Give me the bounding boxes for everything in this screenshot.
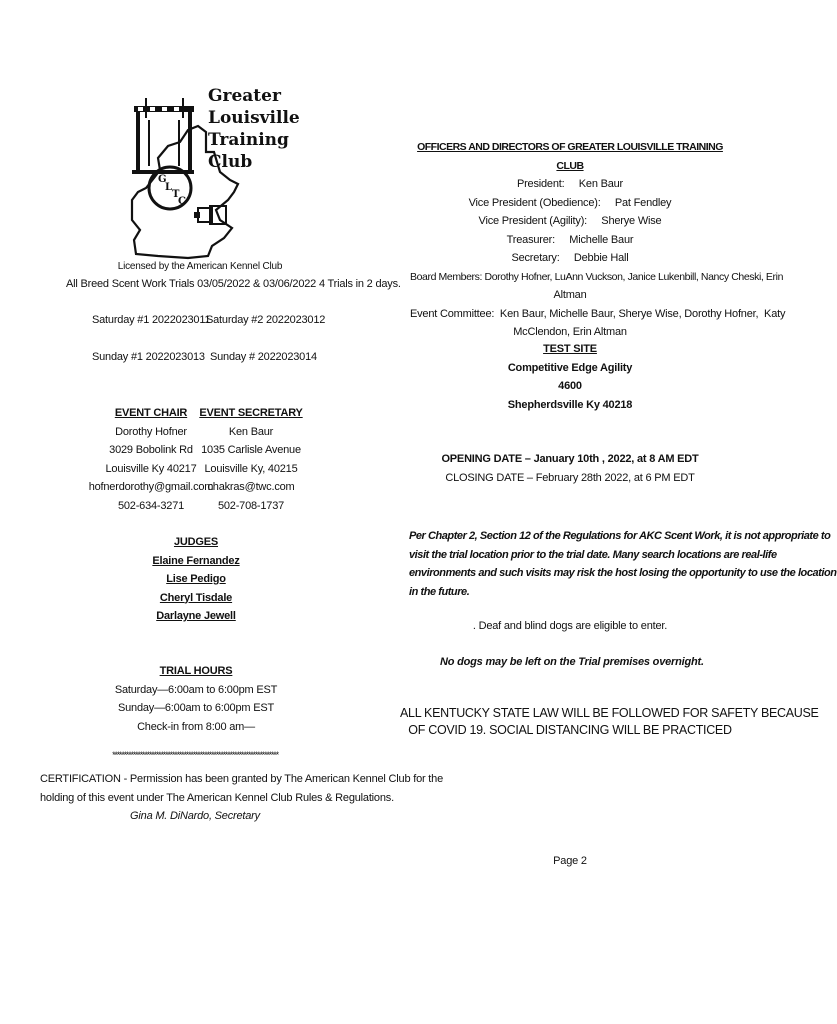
trial-sunday-1: Sunday #1 2022023013 [92, 351, 205, 363]
officers-block [410, 138, 786, 342]
event-chair-name: Dorothy Hofner [115, 425, 187, 438]
event-secretary-name: Ken Baur [228, 425, 274, 438]
event-secretary-phone: 502-708-1737 [217, 499, 285, 512]
certification-line-1: CERTIFICATION - Permission has been granted by The American Kennel Club for the [40, 773, 444, 785]
event-committee-line-1: Event Committee: Ken Baur, Michelle Baur, Sherye Wise, Dorothy Hofner, Katy [410, 307, 786, 320]
trial-hours-title: TRIAL HOURS [159, 665, 233, 677]
event-chair-title: EVENT CHAIR [114, 407, 188, 419]
kentucky-law-line-1: ALL KENTUCKY STATE LAW WILL BE FOLLOWED FOR SAFETY BECAUSE [400, 706, 819, 720]
seal-letter-t: T [172, 189, 180, 200]
judge-name: Elaine Fernandez [152, 554, 240, 567]
chapter-notice [409, 527, 837, 601]
judges-title: JUDGES [173, 536, 219, 548]
test-site-title: TEST SITE [543, 343, 597, 355]
officer-president: President: Ken Baur [516, 178, 624, 190]
trial-hours-checkin: Check-in from 8:00 am— [137, 720, 255, 733]
event-secretary-title: EVENT SECRETARY [199, 407, 303, 419]
chapter-notice-line: environments and such visits may risk the host losing the opportunity to use the location [409, 567, 837, 579]
event-secretary-email: chakras@twc.com [207, 481, 295, 493]
officers-title: OFFICERS AND DIRECTORS OF GREATER LOUISVILLE TRAINING CLUB [417, 141, 723, 172]
event-secretary-block [196, 404, 306, 515]
seal-letter-l: L [165, 182, 173, 193]
star-divider: ************************************************************************ [112, 750, 278, 760]
test-site-block [490, 340, 650, 414]
logo-line-club: Club [208, 152, 253, 172]
event-chair-email: hofnerdorothy@gmail.com [88, 481, 214, 493]
kentucky-law-line-2: OF COVID 19. SOCIAL DISTANCING WILL BE PRACTICED [408, 723, 732, 737]
event-secretary-address: 1035 Carlisle Avenue [201, 444, 301, 456]
event-committee-line-2: McClendon, Erin Altman [513, 326, 627, 338]
board-members-line-2: Altman [553, 289, 587, 301]
page-number: Page 2 [553, 855, 587, 867]
trial-hours-saturday: Saturday—6:00am to 6:00pm EST [114, 683, 278, 696]
test-site-name: Competitive Edge Agility [507, 361, 633, 374]
logo-line-greater: Greater [208, 86, 281, 106]
certification-signature: Gina M. DiNardo, Secretary [130, 810, 260, 822]
event-secretary-city: Louisville Ky, 40215 [204, 462, 298, 475]
officer-vp-agility: Vice President (Agility): Sherye Wise [478, 215, 662, 227]
club-logo [128, 80, 300, 260]
trial-hours-sunday: Sunday—6:00am to 6:00pm EST [117, 702, 275, 714]
officer-secretary: Secretary: Debbie Hall [511, 252, 629, 264]
certification-block [40, 770, 444, 826]
deaf-blind-note: . Deaf and blind dogs are eligible to enter. [472, 620, 668, 632]
board-members-line-1: Board Members: Dorothy Hofner, LuAnn Vuckson, Janice Lukenbill, Nancy Cheski, Erin [410, 270, 784, 283]
judge-name: Darlayne Jewell [156, 610, 236, 622]
event-chair-address: 3029 Bobolink Rd [109, 444, 193, 456]
chapter-notice-line: visit the trial location prior to the trial date. Many search locations are real-life [409, 548, 777, 561]
licensed-text: Licensed by the American Kennel Club [117, 261, 283, 272]
closing-date: CLOSING DATE – February 28th 2022, at 6 PM EDT [445, 472, 695, 484]
test-site-city: Shepherdsville Ky 40218 [507, 398, 633, 411]
seal-letter-c: C [178, 196, 186, 207]
opening-date: OPENING DATE – January 10th , 2022, at 8 AM EDT [441, 453, 699, 465]
event-chair-phone: 502-634-3271 [117, 499, 185, 512]
trials-title: All Breed Scent Work Trials 03/05/2022 & 03/06/2022 4 Trials in 2 days. [66, 278, 401, 290]
officer-vp-obedience: Vice President (Obedience): Pat Fendley [468, 196, 672, 209]
officer-treasurer: Treasurer: Michelle Baur [506, 233, 634, 246]
judges-block [126, 533, 266, 626]
logo-line-training: Training [208, 130, 289, 150]
seal-letter-g: G [158, 174, 167, 185]
chapter-notice-line: Per Chapter 2, Section 12 of the Regulations for AKC Scent Work, it is not appropriate to [409, 530, 831, 542]
kentucky-law-notice [400, 705, 819, 739]
trial-saturday-1: Saturday #1 2022023011 [92, 314, 211, 326]
test-site-number: 4600 [558, 380, 582, 392]
judge-name: Cheryl Tisdale [159, 591, 233, 604]
no-dogs-overnight-note: No dogs may be left on the Trial premises overnight. [440, 656, 704, 668]
chapter-notice-line: in the future. [409, 585, 470, 598]
trial-saturday-2: Saturday #2 2022023012 [206, 314, 326, 326]
certification-line-2: holding of this event under The American Kennel Club Rules & Regulations. [40, 791, 394, 804]
logo-line-louisville: Louisville [208, 108, 300, 128]
judge-name: Lise Pedigo [166, 573, 226, 585]
trial-hours-block [106, 662, 286, 736]
event-chair-city: Louisville Ky 40217 [105, 462, 197, 475]
trial-sunday-2: Sunday # 2022023014 [210, 351, 317, 363]
